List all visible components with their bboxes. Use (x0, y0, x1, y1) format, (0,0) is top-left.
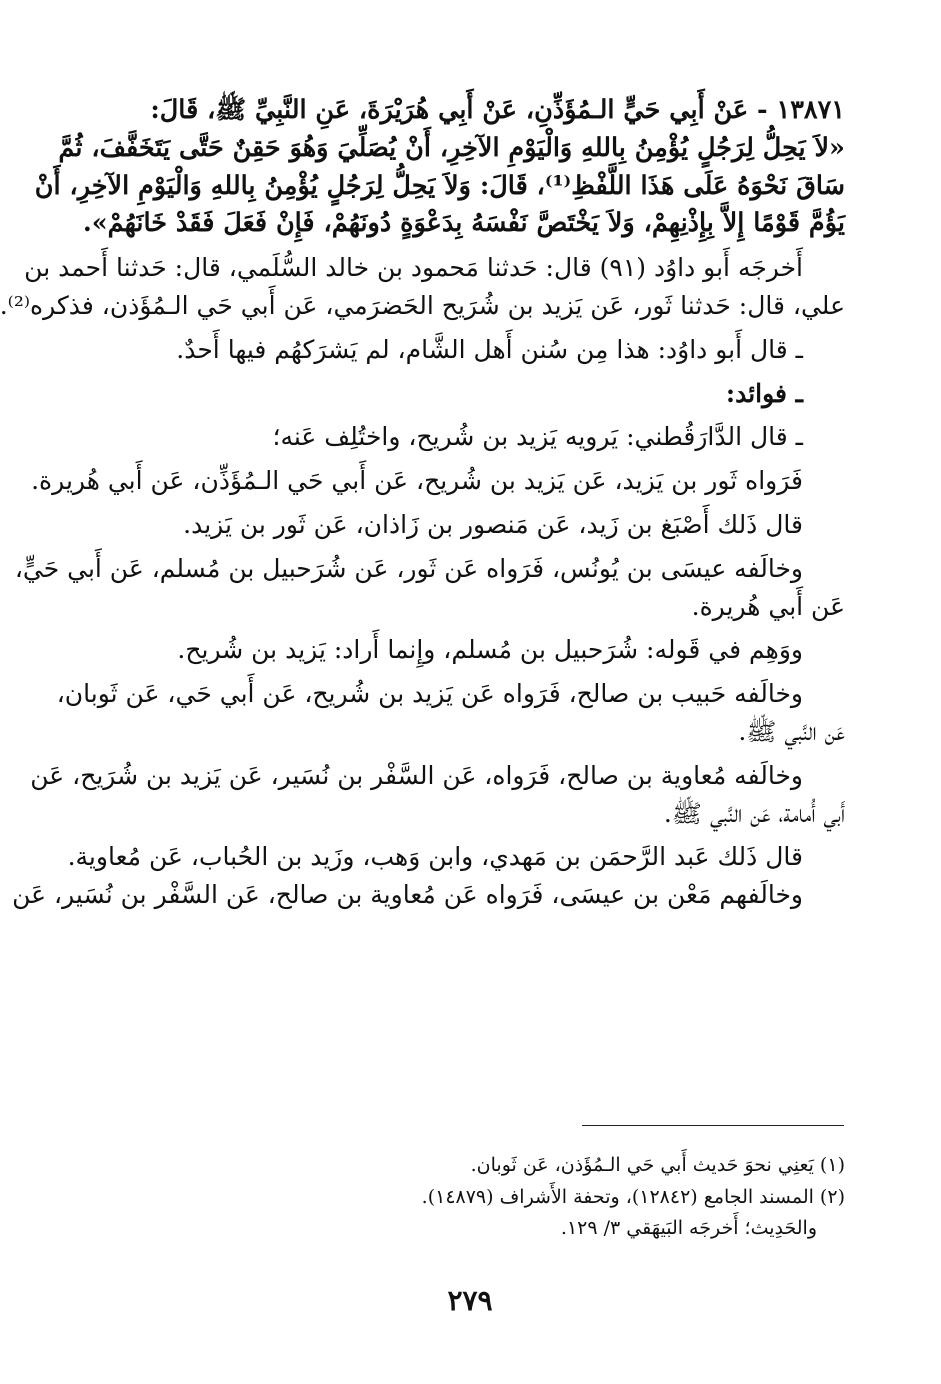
footnote-2: (٢) المسند الجامع (١٢٨٤٢)، وتحفة الأَشراف (١٤٨٧٩). (421, 1185, 845, 1208)
page-body (0, 92, 845, 914)
takhrij-paragraph-cont: علي، قال: حَدثنا ثَور، عَن يَزيد بن شُرَيح الحَضرَمي، عَن أَبي حَي الـمُؤَذن، فذكره⁽²⁾. (0, 290, 845, 320)
footnote-divider (582, 1125, 844, 1126)
habib-paragraph-cont: عَن النَّبي ﷺ. (738, 716, 845, 746)
thawr-paragraph: فَرَواه ثَور بن يَزيد، عَن يَزيد بن شُريح، عَن أَبي حَي الـمُؤَذِّن، عَن أَبي هُريرة. (31, 466, 803, 496)
muawiya-paragraph-cont: أَبي أُمامة، عَن النَّبي ﷺ. (663, 798, 845, 828)
footnotes (100, 1150, 845, 1245)
hadith-line: ١٣٨٧١ - عَنْ أَبِي حَيٍّ الـمُؤَذِّنِ، عَنْ أَبِي هُرَيْرَةَ، عَنِ النَّبِيِّ ﷺ، قَالَ: (150, 95, 845, 125)
hadith-line: يَؤُمَّ قَوْمًا إِلاَّ بِإِذْنِهِمْ، وَلاَ يَخْتَصَّ نَفْسَهُ بِدَعْوَةٍ دُونَهُمْ، فَإِنْ فَعَلَ فَقَدْ خَانَهُمْ». (82, 208, 845, 239)
footnote-1: (١) يَعنِي نحوَ حَديث أَبي حَي الـمُؤَذن، عَن ثَوبان. (470, 1154, 845, 1176)
page-number: ٢٧٩ (447, 1284, 493, 1317)
footnote-2-cont: والحَدِيث؛ أَخرجَه البَيهَقي ٣/ ١٢٩. (560, 1217, 817, 1239)
abu-dawud-comment: ـ قال أَبو داوُد: هذا مِن سُنن أَهل الشَّام، لم يَشرَكهُم فيها أَحدٌ. (176, 334, 803, 364)
asbagh-paragraph: قال ذَلك أَصْبَغ بن زَيد، عَن مَنصور بن زَاذان، عَن ثَور بن يَزيد. (183, 509, 803, 539)
hadith-text (34, 92, 845, 243)
hadith-line: سَاقَ نَحْوَهُ عَلَى هَذَا اللَّفْظِ⁽¹⁾، قَالَ: وَلاَ يَحِلُّ لِرَجُلٍ يُؤْمِنُ بِاللهِ وَالْيَوْمِ الآخِرِ، أَنْ (34, 170, 845, 201)
takhrij-paragraph: أَخرجَه أَبو داوُد (٩١) قال: حَدثنا مَحمود بن خالد السُّلَمي، قال: حَدثنا أَحمد بن (24, 253, 803, 283)
habib-paragraph: وخالَفه حَبيب بن صالح، فَرَواه عَن يَزيد بن شُريح، عَن أَبي حَي، عَن ثَوبان، (56, 679, 803, 709)
wahim-paragraph: ووَهِم في قَوله: شُرَحبيل بن مُسلم، وإِنما أَراد: يَزيد بن شُريح. (177, 635, 803, 665)
isa-paragraph-cont: عَن أَبي هُريرة. (691, 591, 845, 621)
hadith-line: «لاَ يَحِلُّ لِرَجُلٍ يُؤْمِنُ بِاللهِ وَالْيَوْمِ الآخِرِ، أَنْ يُصَلِّيَ وَهُوَ حَقِنٌ حَتَّى يَتَخَفَّفَ، ثُمَّ (58, 132, 845, 163)
fawaid-heading: ـ فوائد: (725, 378, 803, 408)
abdurrahman-paragraph: قال ذَلك عَبد الرَّحمَن بن مَهدي، وابن وَهب، وزَيد بن الحُباب، عَن مُعاوية. (67, 842, 803, 872)
isa-paragraph: وخالَفه عيسَى بن يُونُس، فَرَواه عَن ثَور، عَن شُرَحبيل بن مُسلم، عَن أَبي حَيٍّ، (14, 553, 803, 583)
daraqutni-paragraph: ـ قال الدَّارَقُطني: يَرويه يَزيد بن شُريح، واختُلِف عَنه؛ (272, 422, 803, 452)
muawiya-paragraph: وخالَفه مُعاوية بن صالح، فَرَواه، عَن السَّفْر بن نُسَير، عَن يَزيد بن شُرَيح، عَن (30, 760, 803, 790)
maan-paragraph: وخالَفهم مَعْن بن عيسَى، فَرَواه عَن مُعاوية بن صالح، عَن السَّفْر بن نُسَير، عَن (12, 880, 803, 910)
